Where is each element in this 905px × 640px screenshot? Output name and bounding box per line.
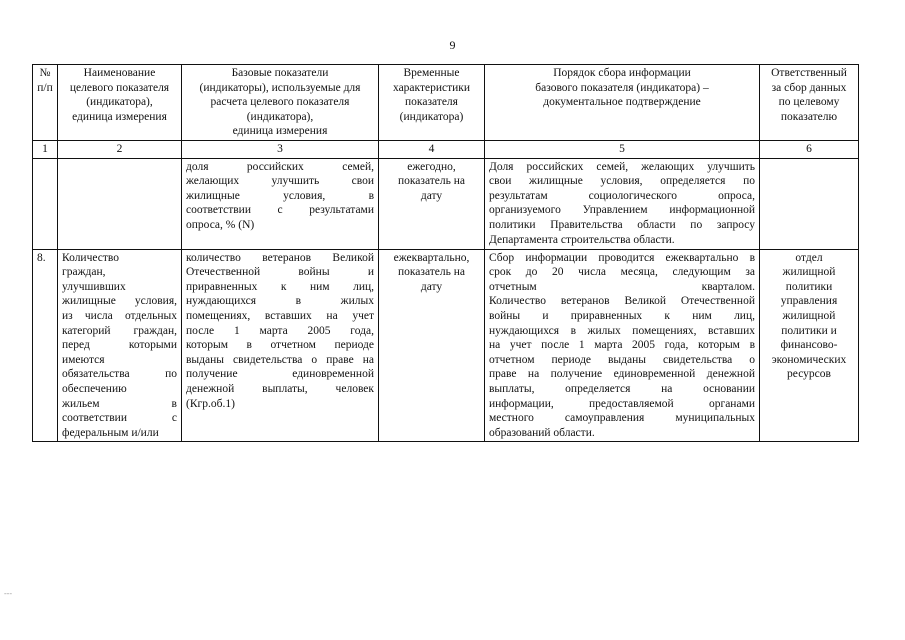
column-number: 6 xyxy=(760,140,859,158)
text-line: Порядок сбора информации xyxy=(553,67,691,79)
text-line: п/п xyxy=(37,81,53,94)
text-line: жилищной xyxy=(782,309,836,322)
row-cell-periodicity xyxy=(379,158,485,249)
text-line: выданы свидетельства о праве на xyxy=(186,353,374,366)
text-line: показатель на xyxy=(397,175,466,188)
text-line: (индикатора), xyxy=(86,96,153,109)
column-number: 3 xyxy=(182,140,379,158)
text-line: граждан, xyxy=(62,266,106,279)
header-cell-responsible xyxy=(760,65,859,141)
text-line: соответствии с xyxy=(62,412,177,425)
text-line: информации, предоставляемой органами xyxy=(489,397,755,410)
text-line: ежегодно, xyxy=(407,160,456,173)
row-cell-procedure xyxy=(485,249,760,442)
text-line: (индикаторы), используемые для xyxy=(199,81,361,94)
text-line: (индикатора) xyxy=(399,110,464,123)
row-cell-procedure xyxy=(485,158,760,249)
text-line: базового показателя (индикатора) – xyxy=(535,81,709,94)
text-line: отчетным кварталом. xyxy=(489,280,755,293)
text-line: расчета целевого показателя xyxy=(210,96,350,109)
column-number: 2 xyxy=(58,140,182,158)
header-cell-indicator-name xyxy=(58,65,182,141)
text-line: (Кгр.об.1) xyxy=(186,397,235,410)
text-line: Количество ветеранов Великой Отечественной xyxy=(489,295,755,308)
text-line: отдел xyxy=(795,251,823,264)
text-line: Ответственный xyxy=(771,67,847,79)
text-line: образований области. xyxy=(489,426,595,439)
table-row xyxy=(33,158,859,249)
text-line: доля российских семей, xyxy=(186,160,374,173)
header-cell-base-indicators xyxy=(182,65,379,141)
text-line: показателя xyxy=(405,96,458,109)
text-line: Наименование xyxy=(83,67,156,79)
row-cell-number: 8. xyxy=(33,249,58,442)
text-line: федеральным и/или xyxy=(62,426,159,439)
text-line: жильем в xyxy=(62,397,177,410)
text-line: политики xyxy=(785,280,833,293)
text-line: помещениях, вставших на учет xyxy=(186,309,374,322)
text-line: имеются xyxy=(62,353,105,366)
text-line: войны и приравненных к ним лиц, xyxy=(489,309,755,322)
text-line: на учет после 1 марта 2005 года, которым в xyxy=(489,339,755,352)
row-cell-indicator-name xyxy=(58,158,182,249)
table-header-row xyxy=(33,65,859,141)
text-line: после 1 марта 2005 года, xyxy=(186,324,374,337)
text-line: единица измерения xyxy=(232,125,328,138)
text-line: праве на получение единовременной денежной xyxy=(489,368,755,381)
column-number: 1 xyxy=(33,140,58,158)
header-cell-collection-procedure xyxy=(485,65,760,141)
text-line: приравненных к ним лиц, xyxy=(186,280,374,293)
text-line: Количество xyxy=(62,251,119,264)
text-line: нуждающихся в жилых помещениях, вставших xyxy=(489,324,755,337)
text-line: свои жилищные условия, определяется по xyxy=(489,175,755,188)
text-line: соответствии с результатами xyxy=(186,204,374,217)
text-line: отчетном периоде выданы свидетельства о xyxy=(489,353,755,366)
text-line: показателю xyxy=(780,110,838,123)
column-number-row xyxy=(33,140,859,158)
text-line: из числа отдельных xyxy=(62,309,177,322)
column-number: 5 xyxy=(485,140,760,158)
text-line: единица измерения xyxy=(72,110,167,123)
text-line: по целевому xyxy=(778,96,840,109)
text-line: экономических xyxy=(771,353,847,366)
text-line: жилищные условия, в xyxy=(186,189,374,202)
text-line: жилищной xyxy=(782,266,836,279)
column-number: 4 xyxy=(379,140,485,158)
row-cell-indicator-name xyxy=(58,249,182,442)
page-number: 9 xyxy=(449,38,456,52)
scan-artifact: --- xyxy=(4,589,12,598)
text-line: перед которыми xyxy=(62,339,177,352)
text-line: политики Правительства области по запросу xyxy=(489,218,755,231)
text-line: обязательства по xyxy=(62,368,177,381)
text-line: показатель на xyxy=(397,266,466,279)
text-line: Временные xyxy=(403,67,460,79)
text-line: финансово- xyxy=(780,339,838,352)
text-line: жилищные условия, xyxy=(62,295,177,308)
indicator-table xyxy=(32,64,859,442)
text-line: целевого показателя xyxy=(69,81,170,94)
text-line: обеспечению xyxy=(62,382,127,395)
text-line: Сбор информации проводится ежеквартально в xyxy=(489,251,755,264)
text-line: улучшивших xyxy=(62,280,126,293)
header-cell-time-characteristics xyxy=(379,65,485,141)
text-line: желающих улучшить свои xyxy=(186,175,374,188)
text-line: Базовые показатели xyxy=(231,67,329,79)
text-line: организуемого Управлением информационной xyxy=(489,204,755,217)
text-line: характеристики xyxy=(392,81,471,94)
text-line: ресурсов xyxy=(787,368,831,381)
text-line: (индикатора), xyxy=(246,110,314,123)
text-line: результатам социологического опроса, xyxy=(489,189,755,202)
row-cell-base-indicator xyxy=(182,249,379,442)
header-cell-number xyxy=(33,65,58,141)
text-line: Департамента строительства области. xyxy=(489,233,675,246)
row-cell-responsible xyxy=(760,158,859,249)
text-line: Доля российских семей, желающих улучшить xyxy=(489,160,755,173)
text-line: количество ветеранов Великой xyxy=(186,251,374,264)
text-line: № xyxy=(39,67,51,79)
text-line: которым в отчетном периоде xyxy=(186,339,374,352)
table-row xyxy=(33,249,859,442)
text-line: управления xyxy=(780,295,838,308)
text-line: дату xyxy=(420,280,443,293)
text-line: опроса, % (N) xyxy=(186,218,255,231)
text-line: получение единовременной xyxy=(186,368,374,381)
text-line: категорий граждан, xyxy=(62,324,177,337)
text-line: выплаты, определяется на основании xyxy=(489,382,755,395)
row-cell-base-indicator xyxy=(182,158,379,249)
text-line: документальное подтверждение xyxy=(543,96,701,109)
row-cell-number xyxy=(33,158,58,249)
row-cell-periodicity xyxy=(379,249,485,442)
row-cell-responsible xyxy=(760,249,859,442)
text-line: Отечественной войны и xyxy=(186,266,374,279)
text-line: срок до 20 числа месяца, следующим за xyxy=(489,266,755,279)
text-line: местного самоуправления муниципальных xyxy=(489,412,755,425)
text-line: ежеквартально, xyxy=(393,251,470,264)
text-line: нуждающихся в жилых xyxy=(186,295,374,308)
text-line: политики и xyxy=(781,324,837,337)
text-line: дату xyxy=(420,189,443,202)
text-line: денежной выплаты, человек xyxy=(186,382,374,395)
text-line: за сбор данных xyxy=(771,81,847,94)
